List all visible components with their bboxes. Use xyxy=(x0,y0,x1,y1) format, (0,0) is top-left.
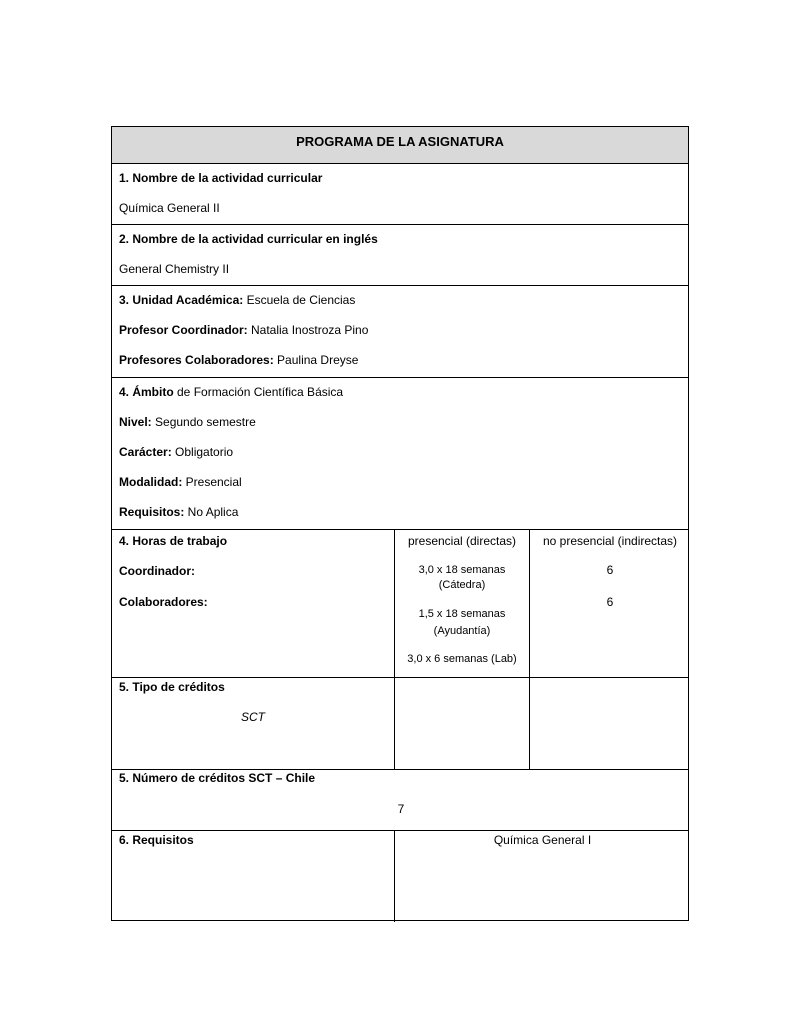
section-credit-number xyxy=(112,770,688,831)
activity-name-english-label: 2. Nombre de la actividad curricular en inglés xyxy=(119,232,378,246)
work-hours-label: 4. Horas de trabajo xyxy=(119,534,228,548)
coordinator-indirect-hours: 6 xyxy=(606,563,614,577)
requisites-value: Química General I xyxy=(493,833,592,847)
collaborators-indirect-hours: 6 xyxy=(606,595,614,609)
scope-value: de Formación Científica Básica xyxy=(173,385,344,399)
coordinator-label: Profesor Coordinador: xyxy=(119,323,248,337)
scope-label: 4. Ámbito xyxy=(119,385,174,399)
indirect-hours-header: no presencial (indirectas) xyxy=(542,534,678,548)
column-divider xyxy=(529,678,530,769)
column-divider xyxy=(394,678,395,769)
lab-hours: 3,0 x 6 semanas (Lab) xyxy=(407,653,517,665)
academic-unit-line xyxy=(119,293,355,307)
level-line xyxy=(119,415,256,429)
table-title-row xyxy=(112,127,688,164)
credit-number-label: 5. Número de créditos SCT – Chile xyxy=(119,771,316,785)
program-table xyxy=(111,126,689,921)
section-scope xyxy=(112,378,688,530)
modality-value: Presencial xyxy=(182,475,242,489)
section-requisites xyxy=(112,831,688,922)
page-title: PROGRAMA DE LA ASIGNATURA xyxy=(296,134,504,149)
credit-type-label: 5. Tipo de créditos xyxy=(119,680,225,694)
requisites-label: 6. Requisitos xyxy=(119,833,194,847)
section-academic-unit xyxy=(112,286,688,378)
assistantship-label: (Ayudantía) xyxy=(433,625,491,637)
collaborators-line xyxy=(119,353,358,367)
section-activity-name-english xyxy=(112,225,688,286)
lecture-hours: 3,0 x 18 semanas xyxy=(418,564,506,576)
collaborators-hours-label: Colaboradores: xyxy=(119,595,208,609)
modality-line xyxy=(119,475,242,489)
lecture-label: (Cátedra) xyxy=(438,579,486,591)
requirements-label: Requisitos: xyxy=(119,505,185,519)
coordinator-value: Natalia Inostroza Pino xyxy=(247,323,369,337)
section-activity-name xyxy=(112,164,688,225)
collaborators-value: Paulina Dreyse xyxy=(273,353,359,367)
modality-label: Modalidad: xyxy=(119,475,183,489)
section-work-hours xyxy=(112,530,688,678)
coordinator-line xyxy=(119,323,368,337)
character-label: Carácter: xyxy=(119,445,172,459)
credit-number-value: 7 xyxy=(397,802,405,816)
academic-unit-label: 3. Unidad Académica: xyxy=(119,293,244,307)
section-credit-type xyxy=(112,678,688,770)
credit-type-value: SCT xyxy=(241,710,265,724)
character-line xyxy=(119,445,233,459)
requirements-line xyxy=(119,505,238,519)
activity-name-english-value: General Chemistry II xyxy=(119,262,230,276)
collaborators-label: Profesores Colaboradores: xyxy=(119,353,274,367)
activity-name-label: 1. Nombre de la actividad curricular xyxy=(119,171,323,185)
scope-line xyxy=(119,385,343,399)
level-label: Nivel: xyxy=(119,415,152,429)
character-value: Obligatorio xyxy=(171,445,234,459)
academic-unit-value: Escuela de Ciencias xyxy=(243,293,356,307)
direct-hours-header: presencial (directas) xyxy=(407,534,517,548)
activity-name-value: Química General II xyxy=(119,201,220,215)
level-value: Segundo semestre xyxy=(151,415,256,429)
coordinator-hours-label: Coordinador: xyxy=(119,564,195,578)
requirements-value: No Aplica xyxy=(184,505,239,519)
assistantship-hours: 1,5 x 18 semanas xyxy=(418,608,506,620)
